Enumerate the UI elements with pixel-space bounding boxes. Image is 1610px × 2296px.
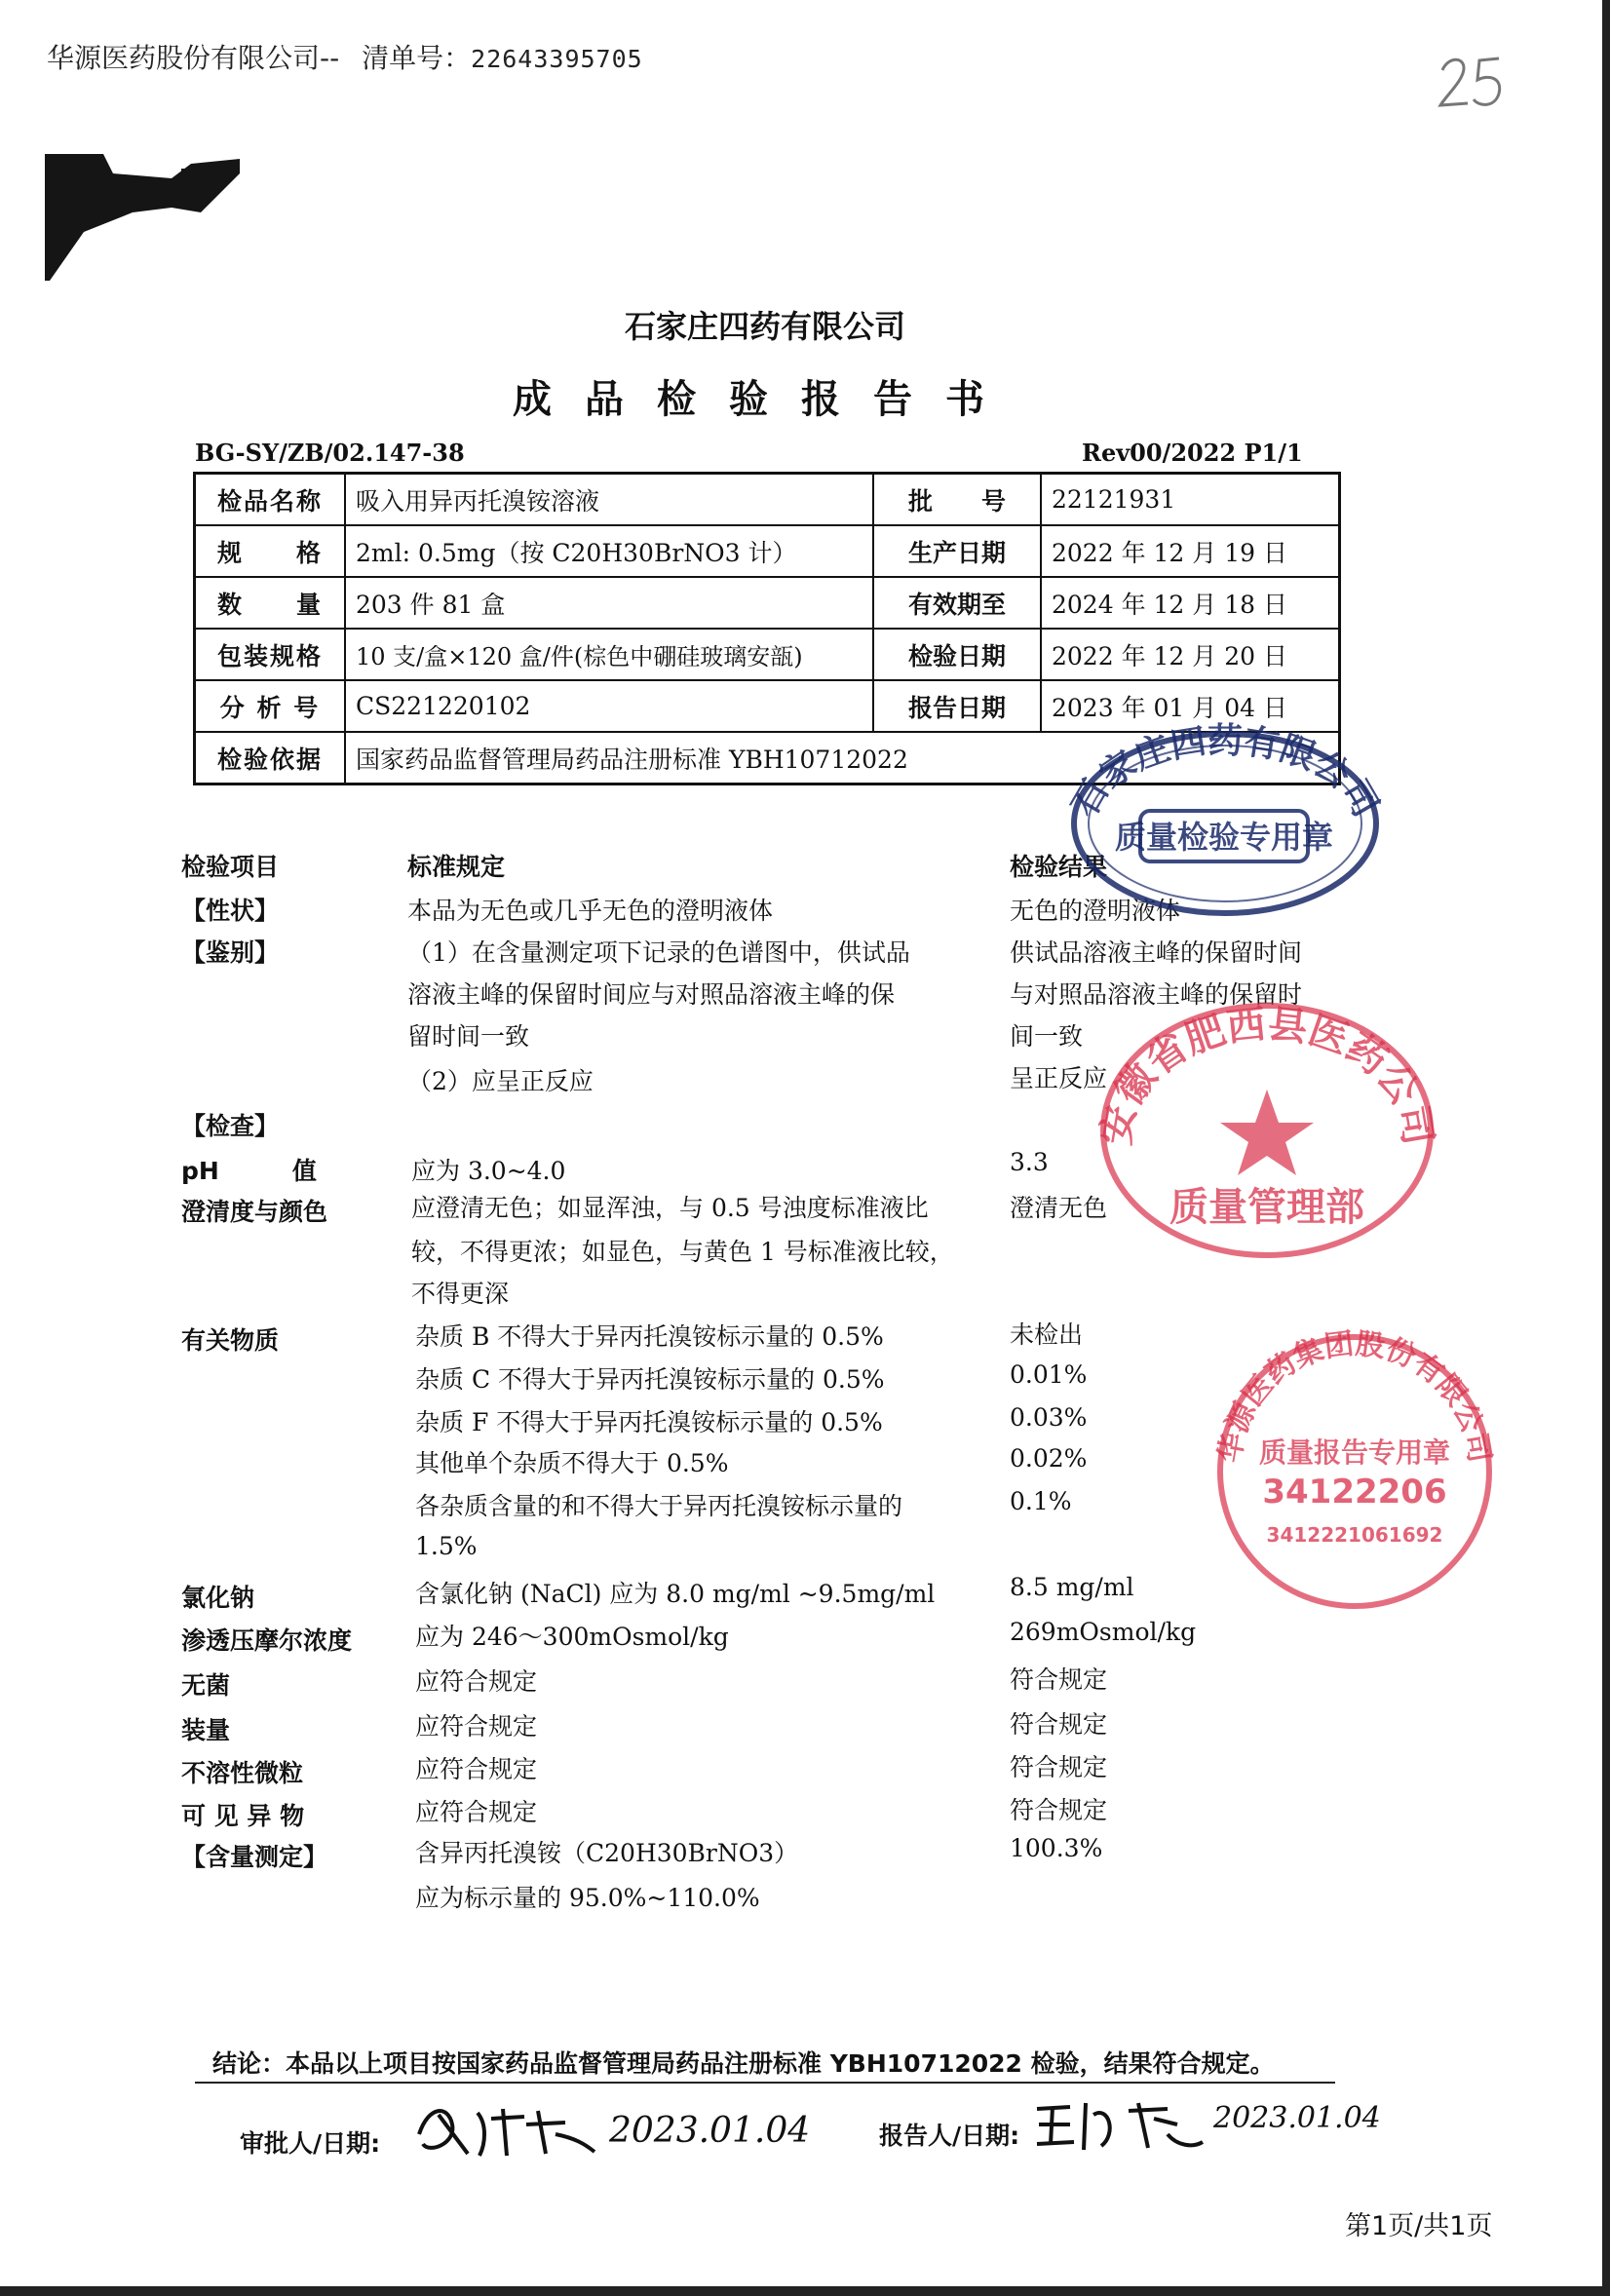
res-other-impurity: 0.02% xyxy=(1010,1444,1088,1473)
std-clarity-1: 应澄清无色；如显浑浊，与 0.5 号浊度标准液比 xyxy=(411,1194,929,1222)
std-clarity-3: 不得更深 xyxy=(411,1280,510,1308)
res-identification-4: 呈正反应 xyxy=(1010,1064,1108,1092)
handwritten-page-number xyxy=(1435,49,1513,117)
package-value: 10 支/盒×120 盒/件(棕色中硼硅玻璃安瓿) xyxy=(345,629,873,680)
std-identification-3: 留时间一致 xyxy=(407,1022,530,1051)
std-impurity-b: 杂质 B 不得大于异丙托溴铵标示量的 0.5% xyxy=(415,1322,884,1351)
basis-label: 检验依据 xyxy=(195,732,346,784)
res-identification-2: 与对照品溶液主峰的保留时 xyxy=(1010,980,1303,1009)
col-result-heading: 检验结果 xyxy=(1010,853,1108,881)
quantity-value: 203 件 81 盒 xyxy=(345,577,873,629)
spec-value: 2ml: 0.5mg（按 C20H30BrNO3 计） xyxy=(345,525,873,577)
quality-inspection-stamp xyxy=(1064,721,1386,926)
item-assay: 【含量测定】 xyxy=(181,1843,328,1871)
item-identification: 【鉴别】 xyxy=(181,938,280,967)
res-total-impurity: 0.1% xyxy=(1010,1487,1072,1515)
item-clarity: 澄清度与颜色 xyxy=(181,1198,328,1226)
package-label: 包装规格 xyxy=(195,629,346,680)
std-sodium-chloride: 含氯化钠 (NaCl) 应为 8.0 mg/ml ~9.5mg/ml xyxy=(415,1580,936,1608)
res-fill-volume: 符合规定 xyxy=(1010,1710,1108,1739)
std-assay-1: 含异丙托溴铵（C20H30BrNO3） xyxy=(415,1839,799,1867)
table-row xyxy=(195,577,1340,629)
basis-value: 国家药品监督管理局药品注册标准 YBH10712022 xyxy=(345,732,1340,784)
res-visible-particles: 符合规定 xyxy=(1010,1796,1108,1824)
company-name: 石家庄四药有限公司 xyxy=(624,308,905,345)
item-visible-particles: 可 见 异 物 xyxy=(181,1802,305,1830)
res-clarity: 澄清无色 xyxy=(1010,1194,1108,1222)
stamp-3-code: 3412221061692 xyxy=(1266,1523,1443,1547)
quantity-label: 数 量 xyxy=(195,577,346,629)
report-date-label: 报告日期 xyxy=(873,680,1041,732)
std-total-impurity: 各杂质含量的和不得大于异丙托溴铵标示量的 xyxy=(415,1492,903,1520)
scan-edge-right xyxy=(1602,0,1610,2296)
test-date-value: 2022 年 12 月 20 日 xyxy=(1041,629,1340,680)
std-identification-4: （2）应呈正反应 xyxy=(407,1067,594,1095)
approver-signature xyxy=(409,2095,604,2163)
col-standard-heading: 标准规定 xyxy=(407,853,506,881)
page-indicator: 第1页/共1页 xyxy=(1345,2211,1493,2241)
batch-label: 批 号 xyxy=(873,474,1041,526)
production-date-label: 生产日期 xyxy=(873,525,1041,577)
conclusion: 结论：本品以上项目按国家药品监督管理局药品注册标准 YBH10712022 检验，结果符合规定。 xyxy=(212,2049,1275,2078)
approver-label: 审批人/日期: xyxy=(240,2129,381,2158)
conclusion-underline xyxy=(195,2082,1335,2084)
stamp-3-number: 34122206 xyxy=(1262,1473,1447,1512)
report-date-value: 2023 年 01 月 04 日 xyxy=(1041,680,1340,732)
std-particulate: 应符合规定 xyxy=(415,1755,538,1783)
quality-report-stamp xyxy=(1208,1325,1501,1618)
scan-ink-blot xyxy=(45,154,240,281)
reporter-date: 2023.01.04 xyxy=(1213,2101,1381,2135)
approver-date: 2023.01.04 xyxy=(609,2111,811,2151)
res-impurity-f: 0.03% xyxy=(1010,1403,1088,1432)
res-ph: 3.3 xyxy=(1010,1148,1049,1176)
stamp-2-inner: 质量管理部 xyxy=(1169,1185,1364,1230)
batch-value: 22121931 xyxy=(1041,474,1340,526)
reporter-label: 报告人/日期: xyxy=(879,2122,1020,2150)
test-date-label: 检验日期 xyxy=(873,629,1041,680)
std-total-impurity-2: 1.5% xyxy=(415,1532,478,1560)
res-appearance: 无色的澄明液体 xyxy=(1010,897,1181,925)
reporter-signature xyxy=(1031,2095,1207,2154)
res-identification-1: 供试品溶液主峰的保留时间 xyxy=(1010,938,1303,967)
table-row xyxy=(195,629,1340,680)
analysis-no-label: 分 析 号 xyxy=(195,680,346,732)
std-sterility: 应符合规定 xyxy=(415,1667,538,1696)
scan-edge-bottom xyxy=(0,2286,1610,2296)
header-list-number: 22643395705 xyxy=(471,45,643,73)
expiry-label: 有效期至 xyxy=(873,577,1041,629)
expiry-value: 2024 年 12 月 18 日 xyxy=(1041,577,1340,629)
svg-text:石家庄四药有限公司 xyxy=(1064,721,1385,823)
header-list-label: 清单号： xyxy=(362,42,472,74)
res-assay: 100.3% xyxy=(1010,1834,1103,1862)
res-impurity-c: 0.01% xyxy=(1010,1360,1088,1389)
table-row xyxy=(195,525,1340,577)
table-row xyxy=(195,474,1340,526)
std-impurity-c: 杂质 C 不得大于异丙托溴铵标示量的 0.5% xyxy=(415,1365,885,1394)
item-related-substances: 有关物质 xyxy=(181,1326,280,1355)
item-inspection: 【检查】 xyxy=(181,1112,280,1140)
std-clarity-2: 较，不得更浓；如显色，与黄色 1 号标准液比较， xyxy=(411,1238,954,1266)
name-value: 吸入用异丙托溴铵溶液 xyxy=(345,474,873,526)
std-visible-particles: 应符合规定 xyxy=(415,1798,538,1826)
std-other-impurity: 其他单个杂质不得大于 0.5% xyxy=(415,1449,729,1477)
header-company: 华源医药股份有限公司-- xyxy=(47,42,340,74)
stamp-3-text: 华源医药集团股份有限公司 xyxy=(1212,1326,1497,1466)
spec-label: 规 格 xyxy=(195,525,346,577)
res-sterility: 符合规定 xyxy=(1010,1665,1108,1694)
std-impurity-f: 杂质 F 不得大于异丙托溴铵标示量的 0.5% xyxy=(415,1408,883,1436)
report-title: 成品检验报告书 xyxy=(513,377,1017,422)
item-particulate: 不溶性微粒 xyxy=(181,1759,304,1787)
std-assay-2: 应为标示量的 95.0%~110.0% xyxy=(415,1884,760,1912)
doc-revision: Rev00/2022 P1/1 xyxy=(1082,439,1303,467)
std-osmolality: 应为 246～300mOsmol/kg xyxy=(415,1623,729,1651)
production-date-value: 2022 年 12 月 19 日 xyxy=(1041,525,1340,577)
res-particulate: 符合规定 xyxy=(1010,1753,1108,1781)
std-ph: 应为 3.0~4.0 xyxy=(411,1157,566,1185)
res-impurity-b: 未检出 xyxy=(1010,1320,1084,1349)
stamp-1-text: 石家庄四药有限公司 xyxy=(1064,721,1386,824)
stamp-2-text: 安徽省肥西县医药公司 xyxy=(1093,1002,1440,1149)
pharma-company-stamp xyxy=(1092,994,1442,1267)
item-appearance: 【性状】 xyxy=(181,897,280,925)
doc-code: BG-SY/ZB/02.147-38 xyxy=(195,439,465,467)
item-ph: pH 值 xyxy=(181,1157,317,1185)
std-identification-1: （1）在含量测定项下记录的色谱图中，供试品 xyxy=(407,938,910,967)
res-osmolality: 269mOsmol/kg xyxy=(1010,1618,1197,1646)
scan-header xyxy=(47,37,643,76)
std-fill-volume: 应符合规定 xyxy=(415,1712,538,1741)
std-identification-2: 溶液主峰的保留时间应与对照品溶液主峰的保 xyxy=(407,980,896,1009)
stamp-3-inner: 质量报告专用章 xyxy=(1258,1436,1451,1469)
analysis-no-value: CS221220102 xyxy=(345,680,873,732)
stamp-1-inner: 质量检验专用章 xyxy=(1114,819,1334,856)
item-fill-volume: 装量 xyxy=(181,1716,231,1744)
item-sodium-chloride: 氯化钠 xyxy=(181,1584,255,1612)
std-appearance: 本品为无色或几乎无色的澄明液体 xyxy=(407,897,774,925)
res-sodium-chloride: 8.5 mg/ml xyxy=(1010,1573,1134,1601)
res-identification-3: 间一致 xyxy=(1010,1022,1084,1051)
item-osmolality: 渗透压摩尔浓度 xyxy=(181,1626,353,1655)
item-sterility: 无菌 xyxy=(181,1671,231,1700)
name-label: 检品名称 xyxy=(195,474,346,526)
col-item-heading: 检验项目 xyxy=(181,853,280,881)
